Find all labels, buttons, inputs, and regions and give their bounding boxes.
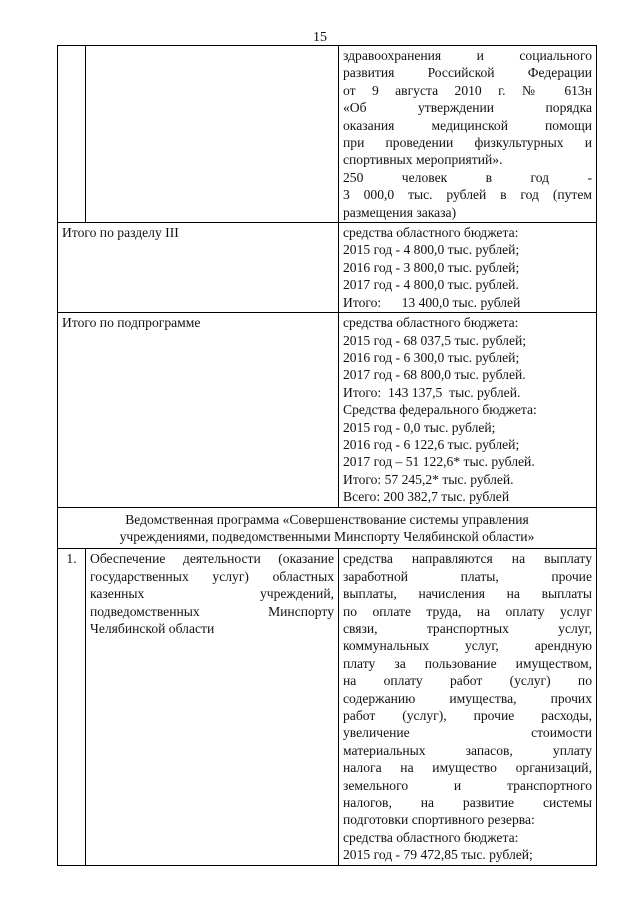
- text-line: средства областного бюджета:: [343, 315, 519, 331]
- text-line: земельного и транспортного: [343, 777, 592, 793]
- text-line: средства направляются на выплату: [343, 551, 592, 567]
- text-line: развития Российской Федерации: [343, 65, 592, 81]
- text-line: Итого: 143 137,5 тыс. рублей.: [343, 384, 521, 400]
- text-line: связи, транспортных услуг,: [343, 621, 592, 636]
- regulation-text: [343, 47, 592, 169]
- text-line: налогов, на развитие системы: [343, 795, 592, 811]
- text-line: 2017 год - 68 800,0 тыс. рублей.: [343, 367, 526, 383]
- text-line: от 9 августа 2010 г. № 613н: [343, 82, 592, 98]
- item-name: Обеспечение деятельности (оказание государственных услуг) областных казенных учреждений, подведомственных Минспорту Челябинской области: [86, 549, 339, 865]
- item-description: [339, 549, 597, 865]
- text-line: материальных запасов, уплату: [343, 742, 592, 758]
- text-line: 2016 год - 6 122,6 тыс. рублей;: [343, 436, 520, 452]
- text-line: по оплате труда, на оплату услуг: [343, 603, 592, 619]
- text-line: Итого: 57 245,2* тыс. рублей.: [343, 471, 514, 487]
- text-line: коммунальных услуг, арендную: [343, 638, 592, 654]
- cell-continuation: [339, 46, 597, 223]
- text-line: «Об утверждении порядка: [343, 100, 592, 116]
- text-line: Средства федерального бюджета:: [343, 402, 537, 418]
- text-line: при проведении физкультурных и: [343, 135, 592, 151]
- text-line: 250 человек в год -: [343, 169, 592, 185]
- cell-number-empty: [58, 46, 86, 223]
- page-number: 15: [313, 30, 327, 45]
- subprogram-total-values: [339, 313, 597, 507]
- text-line: выплаты, начисления на выплаты: [343, 586, 592, 602]
- text-line: 2016 год - 3 800,0 тыс. рублей;: [343, 259, 520, 275]
- text-line: спортивных мероприятий».: [343, 152, 503, 168]
- text-line: средства областного бюджета:: [343, 829, 519, 845]
- text-line: работ (услуг), прочие расходы,: [343, 708, 592, 724]
- volume-text: [343, 169, 592, 221]
- table-row-section-total: [58, 223, 597, 313]
- subprogram-total-label: Итого по подпрограмме: [58, 313, 339, 507]
- text-line: на оплату работ (услуг) по: [343, 673, 592, 689]
- text-line: размещения заказа): [343, 204, 457, 220]
- cell-name-empty: [86, 46, 339, 223]
- text-line: заработной платы, прочие: [343, 568, 592, 584]
- program-table: [57, 45, 597, 866]
- text-line: 2015 год - 79 472,85 тыс. рублей;: [343, 847, 533, 863]
- text-line: 2015 год - 68 037,5 тыс. рублей;: [343, 332, 527, 348]
- text-line: 2015 год - 4 800,0 тыс. рублей;: [343, 242, 520, 258]
- text-line: средства областного бюджета:: [343, 225, 519, 241]
- section-total-label: Итого по разделу III: [58, 223, 339, 313]
- text-line: 2017 год – 51 122,6* тыс. рублей.: [343, 454, 535, 470]
- text-line: 2017 год - 4 800,0 тыс. рублей.: [343, 277, 519, 293]
- program-heading: Ведомственная программа «Совершенствование системы управления учреждениями, подведомственными Минспорту Челябинской области»: [58, 507, 597, 549]
- text-line: Всего: 200 382,7 тыс. рублей: [343, 489, 510, 505]
- section-total-values: [339, 223, 597, 313]
- text-line: подготовки спортивного резерва:: [343, 812, 535, 828]
- text-line: налога на имущество организаций,: [343, 760, 592, 776]
- table-row-item-1: [58, 549, 597, 865]
- text-line: плату за пользование имуществом,: [343, 655, 592, 671]
- table-row-subprogram-total: [58, 313, 597, 507]
- item-number: 1.: [58, 549, 86, 865]
- text-line: 2016 год - 6 300,0 тыс. рублей;: [343, 349, 520, 365]
- text-line: оказания медицинской помощи: [343, 117, 592, 133]
- text-line: 2015 год - 0,0 тыс. рублей;: [343, 419, 496, 435]
- text-line: 3 000,0 тыс. рублей в год (путем: [343, 187, 592, 203]
- text-line: увеличение стоимости: [343, 725, 592, 741]
- text-line: Итого: 13 400,0 тыс. рублей: [343, 294, 521, 310]
- text-line: здравоохранения и социального: [343, 48, 592, 63]
- text-line: содержанию имущества, прочих: [343, 690, 592, 706]
- table-row-program-heading: [58, 507, 597, 549]
- table-row-continuation: [58, 46, 597, 223]
